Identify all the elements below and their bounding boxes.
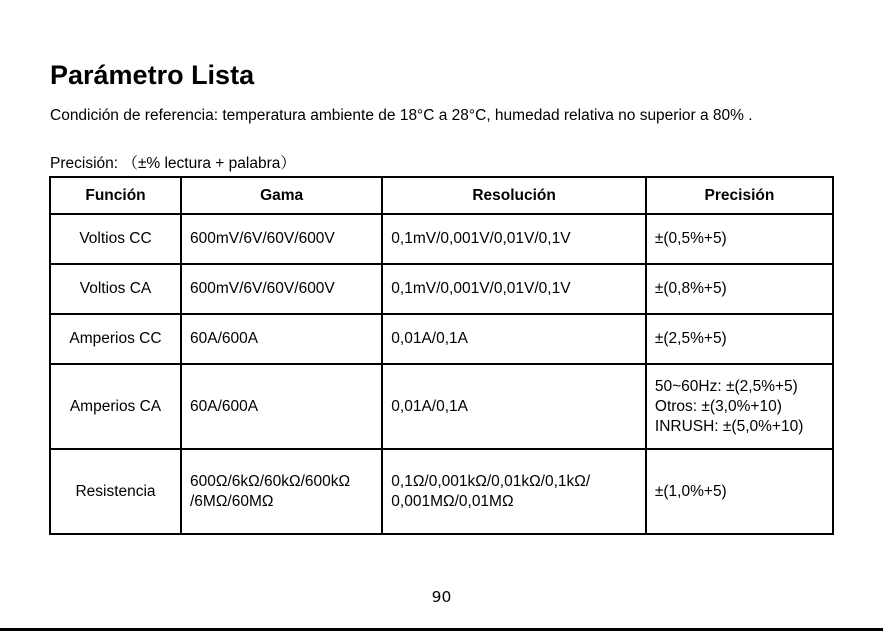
cell-line: 0,1Ω/0,001kΩ/0,01kΩ/0,1kΩ/: [391, 472, 591, 490]
cell-line: 60A/600A: [190, 397, 259, 415]
cell-function: Amperios CA: [50, 364, 181, 449]
cell-line: 50~60Hz: ±(2,5%+5): [654, 377, 798, 395]
cell-line: 0,1mV/0,001V/0,01V/0,1V: [391, 230, 571, 247]
parameter-table: [49, 176, 834, 535]
table-row: [50, 264, 833, 314]
cell-line: ±(1,0%+5): [654, 482, 727, 500]
cell-function: Amperios CC: [50, 314, 181, 364]
cell-line: 600mV/6V/60V/600V: [190, 280, 335, 297]
cell-line: INRUSH: ±(5,0%+10): [654, 417, 804, 435]
cell-resolution: [382, 449, 646, 534]
table-row: [50, 214, 833, 264]
table-row: [50, 364, 833, 449]
cell-precision: [646, 314, 833, 364]
cell-resolution: [382, 364, 646, 449]
page-number: 90: [431, 588, 452, 606]
cell-line: ±(0,8%+5): [654, 280, 727, 297]
page-title: Parámetro Lista: [50, 60, 255, 90]
cell-function: Voltios CC: [50, 214, 181, 264]
table-row: [50, 314, 833, 364]
cell-precision: [646, 364, 833, 449]
precision-note: Precisión: （±% lectura + palabra）: [50, 155, 296, 172]
cell-range: [181, 264, 382, 314]
header-range: Gama: [181, 177, 382, 214]
cell-precision: [646, 264, 833, 314]
cell-line: 0,01A/0,1A: [391, 330, 468, 347]
cell-function: Voltios CA: [50, 264, 181, 314]
cell-line: ±(0,5%+5): [654, 230, 727, 247]
reference-condition-text: Condición de referencia: temperatura ambiente de 18°C a 28°C, humedad relativa no superior a 80% .: [50, 107, 753, 124]
cell-function: Resistencia: [50, 449, 181, 534]
cell-line: 0,001MΩ/0,01MΩ: [391, 492, 514, 510]
table-header-row: [50, 177, 833, 214]
table-row: [50, 449, 833, 534]
cell-line: 600mV/6V/60V/600V: [190, 230, 335, 247]
header-resolution: Resolución: [382, 177, 646, 214]
header-function: Función: [50, 177, 181, 214]
cell-resolution: [382, 264, 646, 314]
header-precision: Precisión: [646, 177, 833, 214]
cell-line: 0,1mV/0,001V/0,01V/0,1V: [391, 280, 571, 297]
reference-conditions: [50, 104, 833, 127]
cell-range: [181, 364, 382, 449]
cell-precision: [646, 449, 833, 534]
cell-precision: [646, 214, 833, 264]
cell-line: 600Ω/6kΩ/60kΩ/600kΩ: [190, 472, 351, 490]
cell-line: 60A/600A: [190, 330, 259, 347]
cell-line: /6MΩ/60MΩ: [190, 492, 274, 510]
cell-range: [181, 314, 382, 364]
cell-line: 0,01A/0,1A: [391, 397, 468, 415]
cell-range: [181, 449, 382, 534]
cell-range: [181, 214, 382, 264]
cell-line: Otros: ±(3,0%+10): [654, 397, 782, 415]
cell-resolution: [382, 314, 646, 364]
cell-resolution: [382, 214, 646, 264]
cell-line: ±(2,5%+5): [654, 330, 727, 347]
